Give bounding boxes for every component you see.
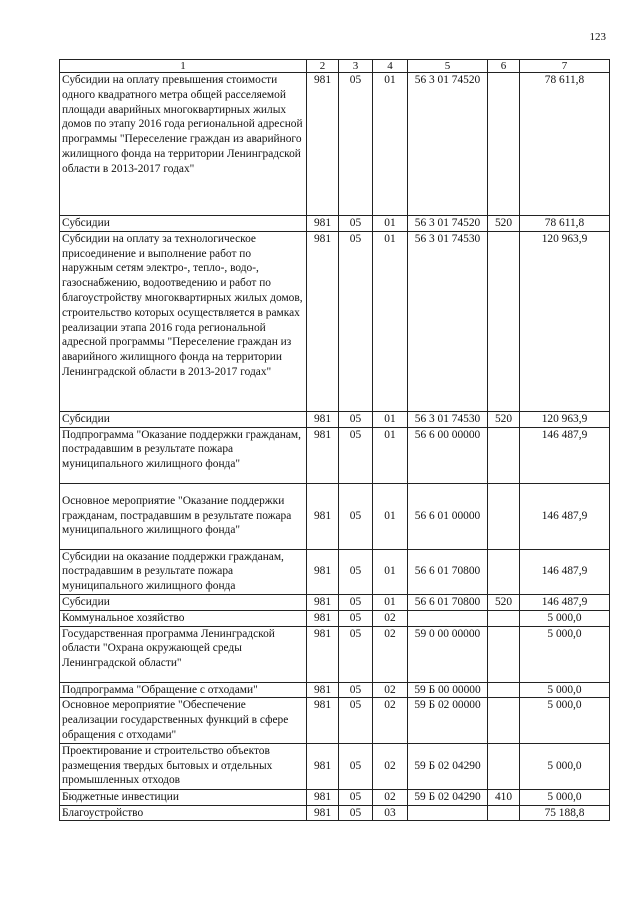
table-row <box>60 231 610 411</box>
row-rz: 05 <box>339 626 373 682</box>
row-name: Государственная программа Ленинградской области "Охрана окружающей среды Ленинградской области" <box>60 626 307 682</box>
row-gr: 981 <box>307 411 339 427</box>
table-row <box>60 216 610 232</box>
row-pr: 01 <box>373 73 408 216</box>
row-pr: 02 <box>373 698 408 743</box>
row-name: Подпрограмма "Обращение с отходами" <box>60 682 307 698</box>
row-vr <box>488 610 520 626</box>
table-row <box>60 594 610 610</box>
row-rz: 05 <box>339 789 373 805</box>
row-name: Бюджетные инвестиции <box>60 789 307 805</box>
row-vr <box>488 231 520 411</box>
row-name: Субсидии <box>60 594 307 610</box>
row-sum: 78 611,8 <box>520 216 610 232</box>
row-sum: 5 000,0 <box>520 626 610 682</box>
table-row <box>60 789 610 805</box>
row-csr: 56 6 01 00000 <box>408 483 488 549</box>
row-gr: 981 <box>307 698 339 743</box>
row-name: Подпрограмма "Оказание поддержки гражданам, пострадавшим в результате пожара муниципального жилищного фонда" <box>60 427 307 483</box>
row-pr: 01 <box>373 594 408 610</box>
row-name: Основное мероприятие "Оказание поддержки гражданам, пострадавшим в результате пожара муниципального жилищного фонда" <box>60 483 307 549</box>
row-vr <box>488 626 520 682</box>
row-rz: 05 <box>339 483 373 549</box>
row-vr: 520 <box>488 411 520 427</box>
row-csr <box>408 805 488 821</box>
header-col-4: 4 <box>373 60 408 73</box>
row-pr: 02 <box>373 789 408 805</box>
row-csr <box>408 610 488 626</box>
row-gr: 981 <box>307 789 339 805</box>
row-gr: 981 <box>307 682 339 698</box>
row-rz: 05 <box>339 216 373 232</box>
row-rz: 05 <box>339 73 373 216</box>
row-csr: 56 3 01 74520 <box>408 73 488 216</box>
row-pr: 02 <box>373 682 408 698</box>
row-gr: 981 <box>307 743 339 789</box>
row-name: Субсидии на оплату за технологическое присоединение и выполнение работ по наружным сетям электро-, тепло-, водо-, газоснабжению, водоотведению и работ по благоустройству многоквартирных жилых домов, строительство которых осуществляется в рамках реализации этапа 2016 года региональной адресной программы "Переселение граждан из аварийного жилищного фонда на территории Ленинградской области в 2013-2017 годах" <box>60 231 307 411</box>
row-vr <box>488 427 520 483</box>
row-name: Субсидии <box>60 216 307 232</box>
row-gr: 981 <box>307 549 339 594</box>
table-row <box>60 682 610 698</box>
row-gr: 981 <box>307 73 339 216</box>
row-name: Субсидии <box>60 411 307 427</box>
row-gr: 981 <box>307 626 339 682</box>
row-csr: 56 3 01 74520 <box>408 216 488 232</box>
row-rz: 05 <box>339 698 373 743</box>
table-row <box>60 610 610 626</box>
row-rz: 05 <box>339 594 373 610</box>
header-col-2: 2 <box>307 60 339 73</box>
header-col-1: 1 <box>60 60 307 73</box>
row-gr: 981 <box>307 805 339 821</box>
row-sum: 146 487,9 <box>520 483 610 549</box>
row-sum: 75 188,8 <box>520 805 610 821</box>
header-col-3: 3 <box>339 60 373 73</box>
row-csr: 56 6 01 70800 <box>408 549 488 594</box>
row-pr: 02 <box>373 626 408 682</box>
row-csr: 59 0 00 00000 <box>408 626 488 682</box>
table-row <box>60 427 610 483</box>
table-row <box>60 549 610 594</box>
row-csr: 56 6 01 70800 <box>408 594 488 610</box>
row-rz: 05 <box>339 743 373 789</box>
row-pr: 03 <box>373 805 408 821</box>
row-name: Проектирование и строительство объектов размещения твердых бытовых и отдельных промышленных отходов <box>60 743 307 789</box>
row-vr <box>488 549 520 594</box>
row-gr: 981 <box>307 610 339 626</box>
row-sum: 146 487,9 <box>520 427 610 483</box>
row-gr: 981 <box>307 216 339 232</box>
row-pr: 01 <box>373 216 408 232</box>
table-row <box>60 626 610 682</box>
row-csr: 59 Б 02 04290 <box>408 789 488 805</box>
row-name: Субсидии на оплату превышения стоимости одного квадратного метра общей расселяемой площади аварийных многоквартирных жилых домов по этапу 2016 года региональной адресной программы "Переселение граждан из аварийного жилищного фонда на территории Ленинградской области в 2013-2017 годах" <box>60 73 307 216</box>
row-pr: 01 <box>373 549 408 594</box>
budget-table <box>59 59 610 821</box>
row-name: Благоустройство <box>60 805 307 821</box>
row-sum: 5 000,0 <box>520 789 610 805</box>
row-gr: 981 <box>307 594 339 610</box>
row-sum: 5 000,0 <box>520 743 610 789</box>
row-pr: 01 <box>373 427 408 483</box>
row-rz: 05 <box>339 427 373 483</box>
header-col-5: 5 <box>408 60 488 73</box>
row-vr: 410 <box>488 789 520 805</box>
row-rz: 05 <box>339 682 373 698</box>
row-csr: 59 Б 02 00000 <box>408 698 488 743</box>
row-vr <box>488 743 520 789</box>
row-vr <box>488 483 520 549</box>
row-sum: 146 487,9 <box>520 594 610 610</box>
row-vr <box>488 805 520 821</box>
row-pr: 01 <box>373 411 408 427</box>
row-csr: 56 3 01 74530 <box>408 411 488 427</box>
row-gr: 981 <box>307 427 339 483</box>
row-gr: 981 <box>307 483 339 549</box>
row-pr: 01 <box>373 231 408 411</box>
row-csr: 59 Б 00 00000 <box>408 682 488 698</box>
row-sum: 146 487,9 <box>520 549 610 594</box>
row-sum: 78 611,8 <box>520 73 610 216</box>
row-pr: 02 <box>373 610 408 626</box>
table-row <box>60 805 610 821</box>
row-rz: 05 <box>339 610 373 626</box>
row-csr: 56 3 01 74530 <box>408 231 488 411</box>
table-row <box>60 743 610 789</box>
row-rz: 05 <box>339 411 373 427</box>
table-row <box>60 698 610 743</box>
row-vr <box>488 73 520 216</box>
row-sum: 5 000,0 <box>520 698 610 743</box>
page-number: 123 <box>589 31 606 43</box>
row-rz: 05 <box>339 805 373 821</box>
row-gr: 981 <box>307 231 339 411</box>
row-sum: 120 963,9 <box>520 231 610 411</box>
header-row <box>60 60 610 73</box>
header-col-7: 7 <box>520 60 610 73</box>
row-vr: 520 <box>488 594 520 610</box>
table-row <box>60 73 610 216</box>
row-pr: 02 <box>373 743 408 789</box>
row-vr <box>488 682 520 698</box>
table-row <box>60 411 610 427</box>
header-col-6: 6 <box>488 60 520 73</box>
row-csr: 56 6 00 00000 <box>408 427 488 483</box>
row-sum: 120 963,9 <box>520 411 610 427</box>
row-pr: 01 <box>373 483 408 549</box>
row-sum: 5 000,0 <box>520 682 610 698</box>
row-sum: 5 000,0 <box>520 610 610 626</box>
row-csr: 59 Б 02 04290 <box>408 743 488 789</box>
row-name: Основное мероприятие "Обеспечение реализации государственных функций в сфере обращения с отходами" <box>60 698 307 743</box>
table-row <box>60 483 610 549</box>
row-rz: 05 <box>339 549 373 594</box>
row-rz: 05 <box>339 231 373 411</box>
row-name: Коммунальное хозяйство <box>60 610 307 626</box>
row-name: Субсидии на оказание поддержки гражданам, пострадавшим в результате пожара муниципального жилищного фонда <box>60 549 307 594</box>
row-vr <box>488 698 520 743</box>
row-vr: 520 <box>488 216 520 232</box>
